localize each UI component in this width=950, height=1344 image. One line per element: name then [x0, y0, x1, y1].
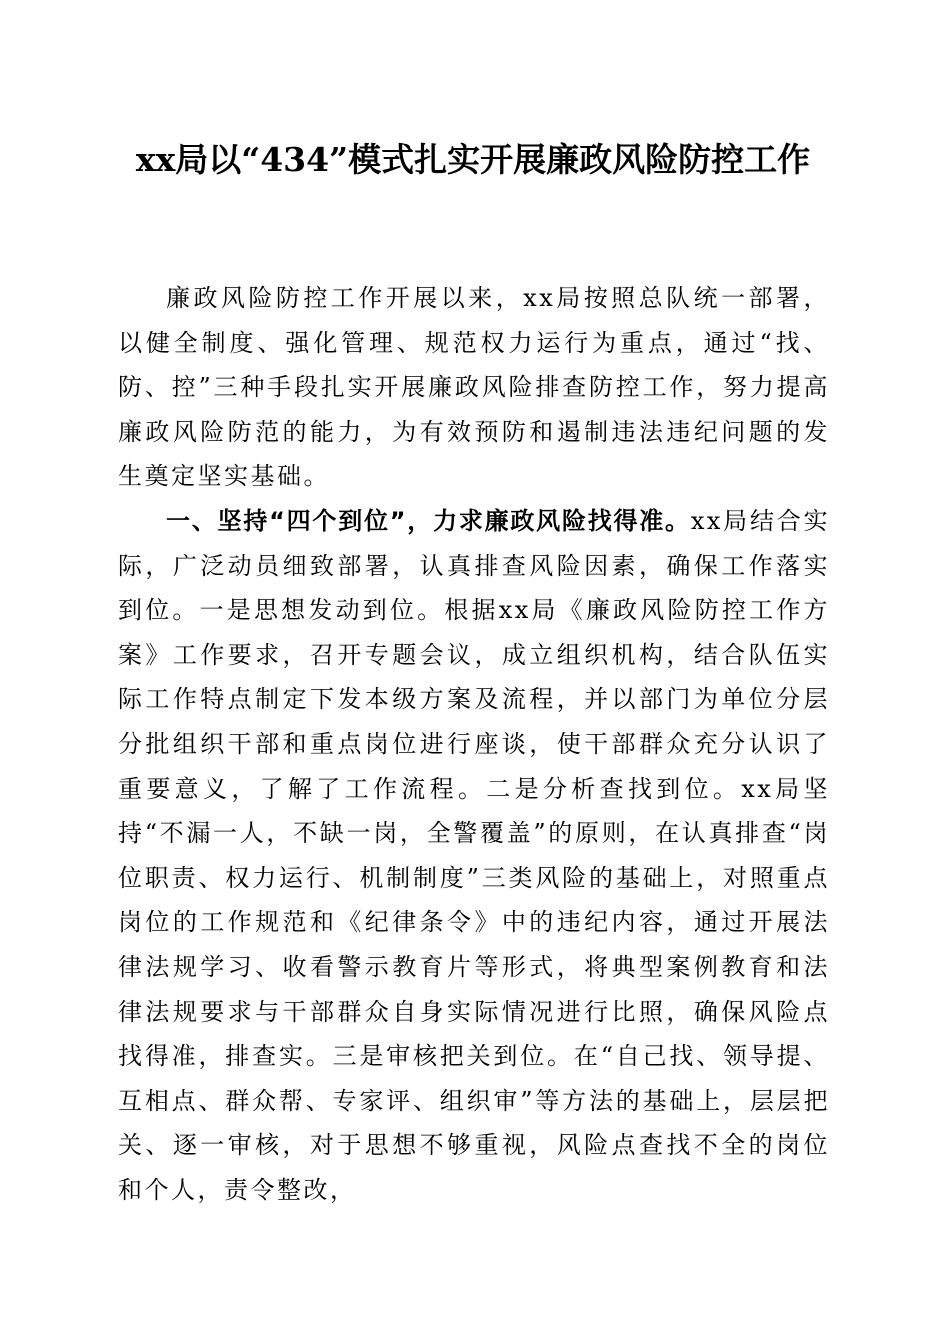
paragraph-text: 廉政风险防控工作开展以来，xx局按照总队统一部署，以健全制度、强化管理、规范权力运行为重点，通过“找、防、控”三种手段扎实开展廉政风险排查防控工作，努力提高廉政风险防范的能力，为有效预防和遏制违法违纪问题的发生奠定坚实基础。 [118, 284, 830, 491]
paragraph-text: xx局结合实际，广泛动员细致部署，认真排查风险因素，确保工作落实到位。一是思想发动到位。根据xx局《廉政风险防控工作方案》工作要求，召开专题会议，成立组织机构，结合队伍实际工作特点制定下发本级方案及流程，并以部门为单位分层分批组织干部和重点岗位进行座谈，使干部群众充分认识了重要意义，了解了工作流程。二是分析查找到位。xx局坚持“不漏一人，不缺一岗，全警覆盖”的原则，在认真排查“岗位职责、权力运行、机制制度”三类风险的基础上，对照重点岗位的工作规范和《纪律条令》中的违纪内容，通过开展法律法规学习、收看警示教育片等形式，将典型案例教育和法律法规要求与干部群众自身实际情况进行比照，确保风险点找得准，排查实。三是审核把关到位。在“自己找、领导提、互相点、群众帮、专家评、组织审”等方法的基础上，层层把关、逐一审核，对于思想不够重视，风险点查找不全的岗位和个人，责令整改， [118, 506, 830, 1204]
section-heading: 一、坚持“四个到位”，力求廉政风险找得准。 [166, 506, 691, 535]
document-body [118, 276, 830, 1212]
paragraph-section-one [118, 499, 830, 1213]
document-title: xx局以“434”模式扎实开展廉政风险防控工作 [135, 140, 811, 179]
paragraph-intro [118, 276, 830, 499]
